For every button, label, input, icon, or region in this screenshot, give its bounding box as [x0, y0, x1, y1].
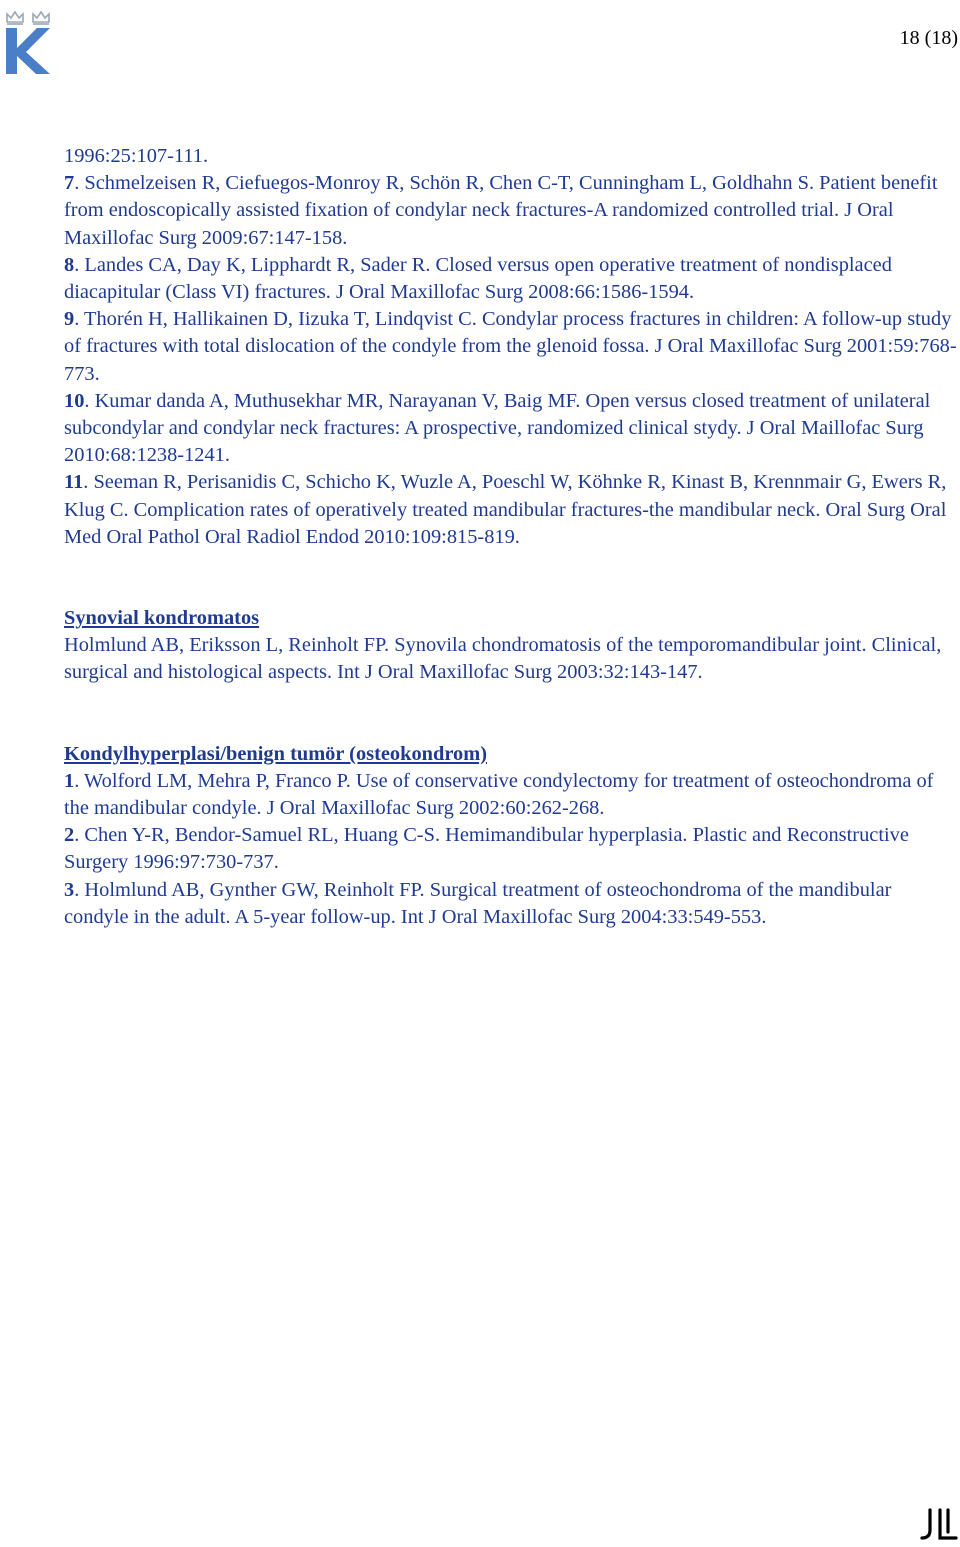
reference-item: 7. Schmelzeisen R, Ciefuegos-Monroy R, Schön R, Chen C-T, Cunningham L, Goldhahn S. Patient benefit from endoscopically assisted fixation of condylar neck fractures-A randomized controlled trial. J Oral Maxillofac Surg 2009:67:147-158. — [64, 172, 938, 249]
reference-item: 8. Landes CA, Day K, Lipphardt R, Sader R. Closed versus open operative treatment of nondisplaced diacapitular (Class VI) fractures. J Oral Maxillofac Surg 2008:66:1586-1594. — [64, 253, 892, 304]
reference-item: Holmlund AB, Eriksson L, Reinholt FP. Synovila chondromatosis of the temporomandibular joint. Clinical, surgical and histological aspects. Int J Oral Maxillofac Surg 2003:32:143-147. — [64, 634, 942, 684]
karolinska-crown-k-logo-icon — [4, 4, 52, 76]
reference-item: 9. Thorén H, Hallikainen D, Iizuka T, Lindqvist C. Condylar process fractures in children: A follow-up study of fractures with total dislocation of the condyle from the glenoid fossa. J Oral Maxillofac Surg 2001:59:768-773. — [64, 308, 957, 385]
reference-item: 10. Kumar danda A, Muthusekhar MR, Narayanan V, Baig MF. Open versus closed treatment of unilateral subcondylar and condylar neck fractures: A prospective, randomized clinical stydy. J Oral Maillofac Surg 2010:68:1238-1241. — [64, 389, 931, 467]
reference-item: 11. Seeman R, Perisanidis C, Schicho K, Wuzle A, Poeschl W, Köhnke R, Kinast B, Krennmair G, Ewers R, Klug C. Complication rates of operatively treated mandibular fractures-the mandibular neck. Oral Surg Oral Med Oral Pathol Oral Radiol Endod 2010:109:815-819. — [64, 471, 947, 548]
reference-item: 2. Chen Y-R, Bendor-Samuel RL, Huang C-S. Hemimandibular hyperplasia. Plastic and Reconstructive Surgery 1996:97:730-737. — [64, 824, 909, 874]
jll-monogram-logo-icon — [918, 1508, 958, 1542]
reference-continuation: 1996:25:107-111. — [64, 145, 209, 167]
section-heading-synovial: Synovial kondromatos — [64, 607, 260, 630]
reference-item: 1. Wolford LM, Mehra P, Franco P. Use of conservative condylectomy for treatment of osteochondroma of the mandibular condyle. J Oral Maxillofac Surg 2002:60:262-268. — [64, 769, 934, 820]
section-heading-kondyl: Kondylhyperplasi/benign tumör (osteokondrom) — [64, 742, 487, 765]
reference-item: 3. Holmlund AB, Gynther GW, Reinholt FP. Surgical treatment of osteochondroma of the mandibular condyle in the adult. A 5-year follow-up. Int J Oral Maxillofac Surg 2004:33:549-553. — [64, 878, 892, 928]
page-number: 18 (18) — [899, 27, 958, 49]
document-body — [64, 143, 960, 931]
